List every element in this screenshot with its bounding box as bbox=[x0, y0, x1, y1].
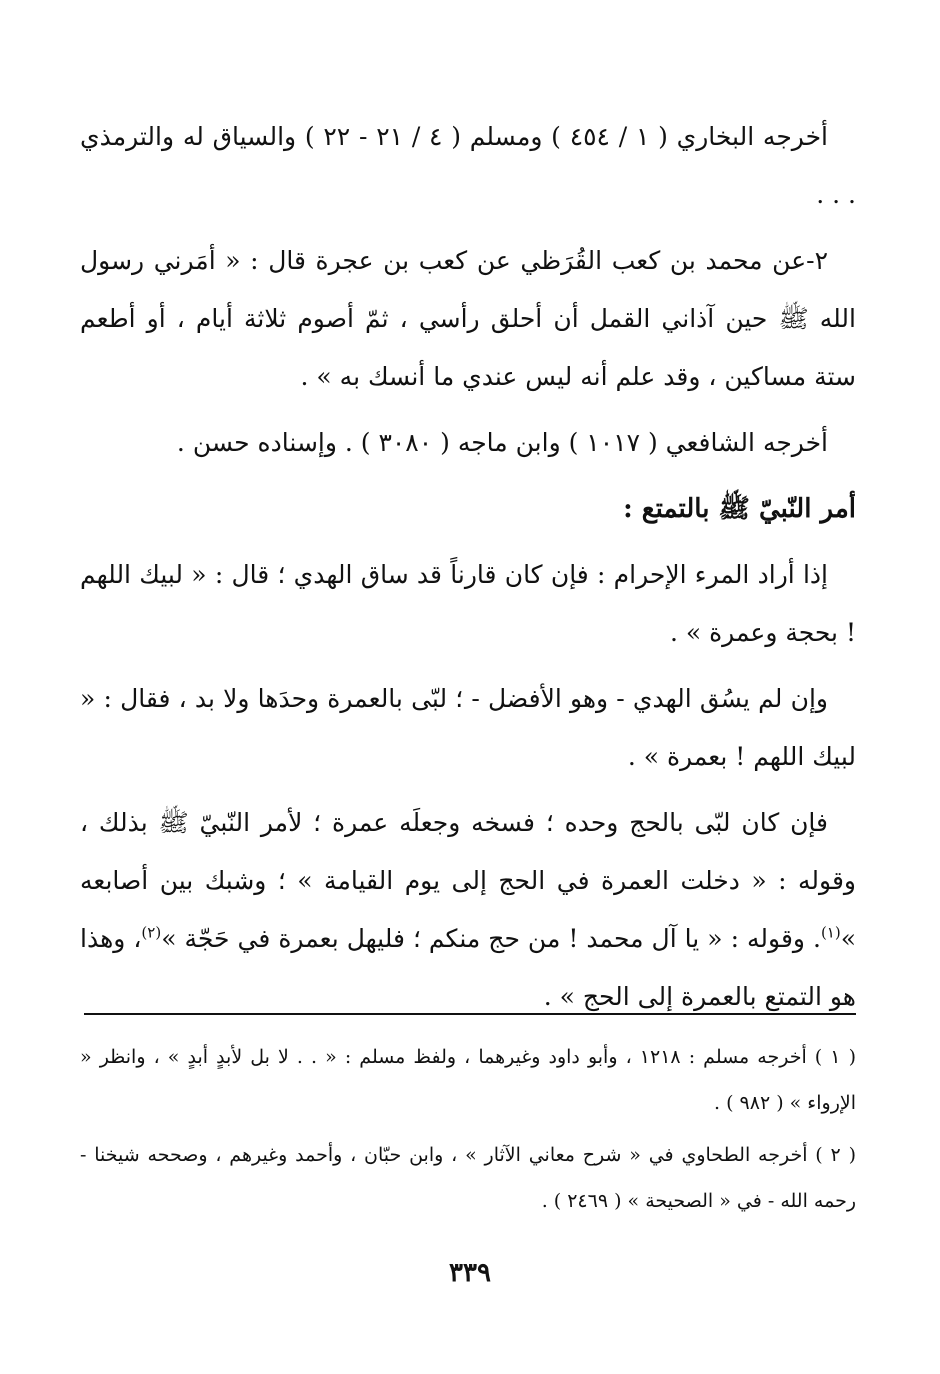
paragraph-qiran: إذا أراد المرء الإحرام : فإن كان قارناً قد ساق الهدي ؛ قال : « لبيك اللهم ! بحجة وعمرة » . bbox=[80, 560, 856, 647]
paragraph-tamattu-part2: . وقوله : « يا آل محمد ! من حج منكم ؛ فليهل بعمرة في حَجّة » bbox=[161, 924, 821, 953]
paragraph-tamattu-part3: ، وهذا هو التمتع بالعمرة إلى الحج » . bbox=[80, 924, 856, 1011]
paragraph-tamattu-part1: فإن كان لبّى بالحج وحده ؛ فسخه وجعلَه عمرة ؛ لأمر النّبيّ ﷺ بذلك ، وقوله : « دخلت العمرة في الحج إلى يوم القيامة » ؛ وشبك بين أصابعه » bbox=[80, 808, 857, 953]
paragraph-umrah: وإن لم يسُق الهدي - وهو الأفضل - ؛ لبّى بالعمرة وحدَها ولا بد ، فقال : « لبيك اللهم ! بعمرة » . bbox=[80, 684, 856, 771]
footnotes bbox=[80, 1034, 856, 1230]
paragraph-tamattu bbox=[80, 794, 856, 1026]
page-number: ٣٣٩ bbox=[449, 1258, 491, 1288]
footnote-1: ( ١ ) أخرجه مسلم : ١٢١٨ ، وأبو داود وغيرهما ، ولفظ مسلم : « . . لا بل لأبدٍ أبدٍ » ، وانظر « الإرواء » ( ٩٨٢ ) . bbox=[80, 1046, 856, 1114]
footnote-ref-2[interactable]: (٢) bbox=[141, 923, 162, 942]
paragraph-takhrij-shafii: أخرجه الشافعي ( ١٠١٧ ) وابن ماجه ( ٣٠٨٠ ) . وإسناده حسن . bbox=[176, 428, 828, 457]
main-text bbox=[80, 108, 856, 1034]
section-heading: أمر النّبيّ ﷺ بالتمتع : bbox=[623, 494, 856, 524]
paragraph-takhrij-bukhari: أخرجه البخاري ( ١ / ٤٥٤ ) ومسلم ( ٤ / ٢١ - ٢٢ ) والسياق له والترمذي . . . bbox=[80, 122, 856, 209]
footnote-ref-1[interactable]: (١) bbox=[820, 923, 841, 942]
paragraph-hadith-kaab: ٢-عن محمد بن كعب القُرَظي عن كعب بن عجرة قال : « أمَرني رسول الله ﷺ حين آذاني القمل أن أحلق رأسي ، ثمّ أصوم ثلاثة أيام ، أو أطعم ستة مساكين ، وقد علم أنه ليس عندي ما أنسك به » . bbox=[80, 246, 856, 391]
footnote-divider bbox=[84, 1013, 856, 1015]
footnote-2: ( ٢ ) أخرجه الطحاوي في « شرح معاني الآثار » ، وابن حبّان ، وأحمد وغيرهم ، وصححه شيخنا - رحمه الله - في « الصحيحة » ( ٢٤٦٩ ) . bbox=[80, 1144, 856, 1212]
